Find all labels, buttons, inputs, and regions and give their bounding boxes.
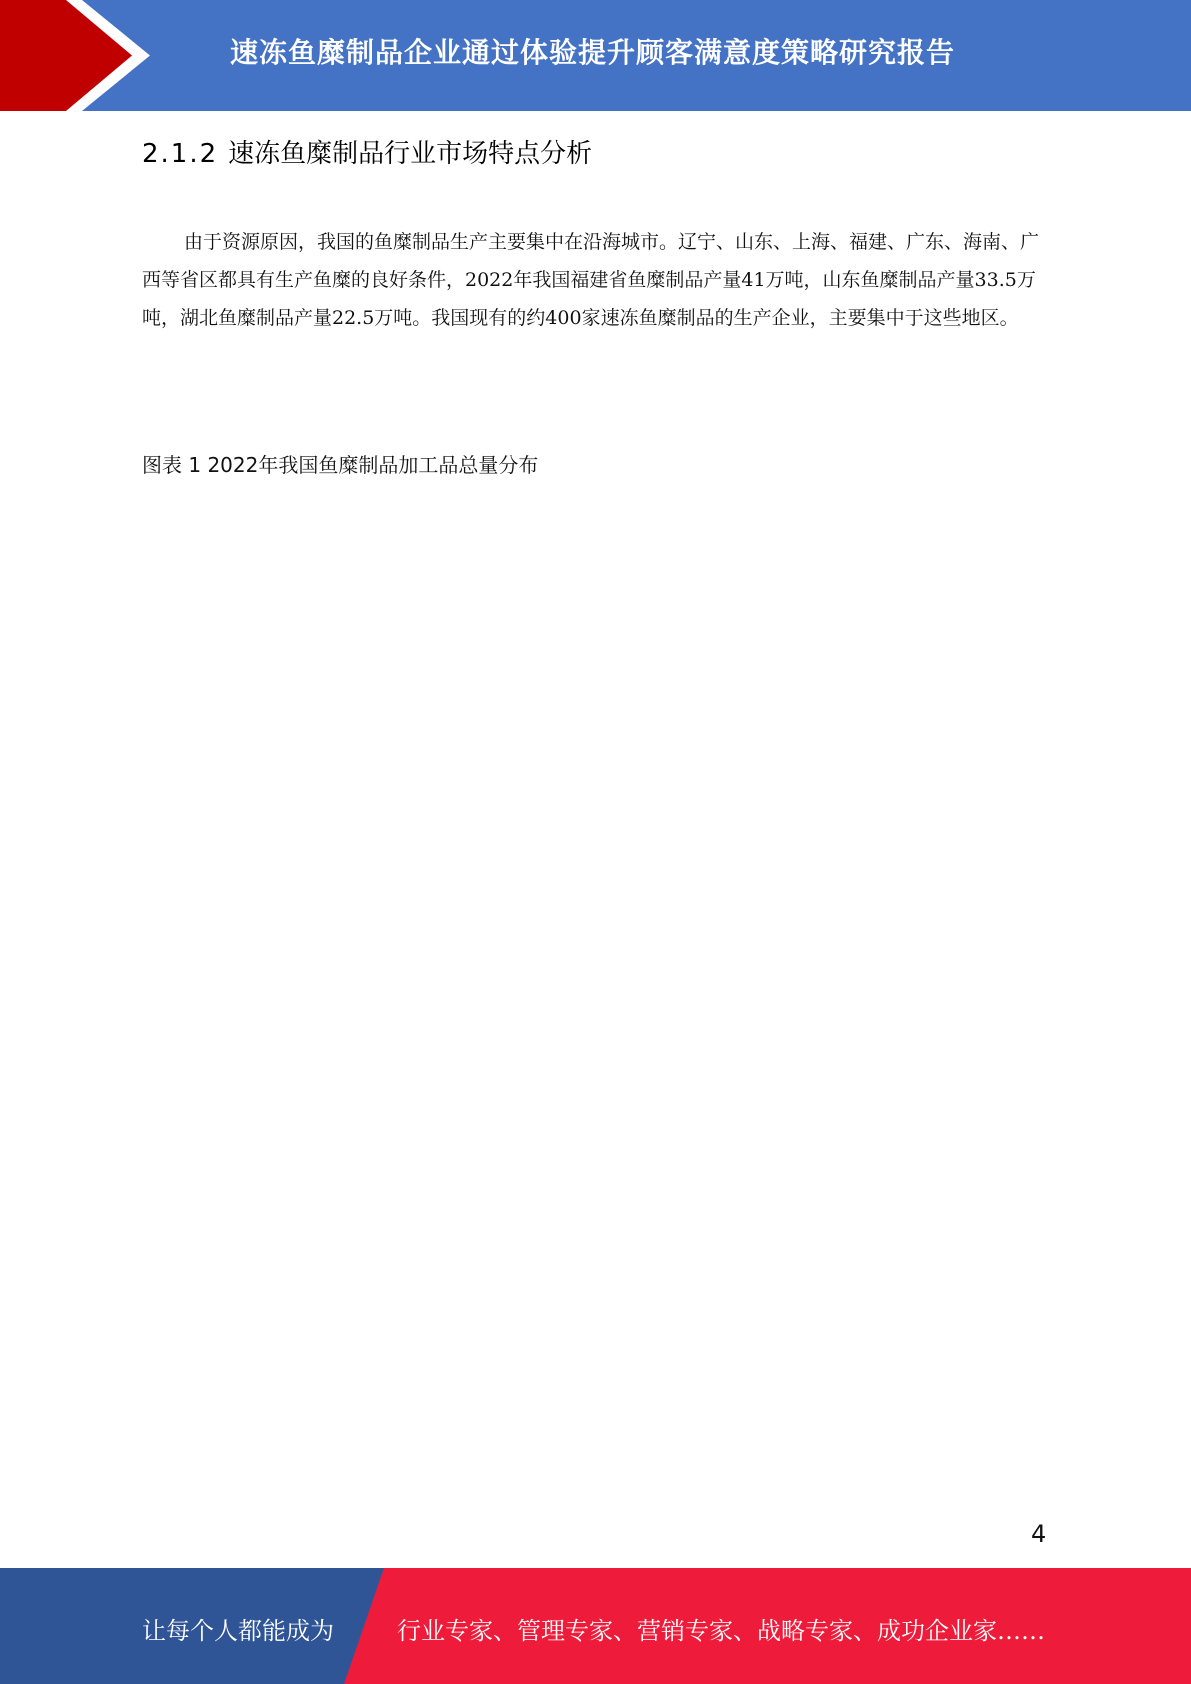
figure-caption: 图表 1 2022年我国鱼糜制品加工品总量分布 — [142, 453, 539, 477]
section-heading — [142, 133, 592, 170]
body-paragraph: 由于资源原因，我国的鱼糜制品生产主要集中在沿海城市。辽宁、山东、上海、福建、广东、海南、广西等省区都具有生产鱼糜的良好条件，2022年我国福建省鱼糜制品产量41万吨，山东鱼糜制品产量33.5万吨，湖北鱼糜制品产量22.5万吨。我国现有的约400家速冻鱼糜制品的生产企业，主要集中于这些地区。 — [142, 231, 1040, 329]
header-chevron-decoration — [0, 0, 150, 111]
footer-banner — [0, 1568, 1191, 1684]
footer-slogan-right: 行业专家、管理专家、营销专家、战略专家、成功企业家…… — [397, 1617, 1045, 1645]
header-banner — [0, 0, 1191, 111]
section-title: 速冻鱼糜制品行业市场特点分析 — [228, 139, 593, 169]
page-number: 4 — [1031, 1520, 1047, 1548]
document-title: 速冻鱼糜制品企业通过体验提升顾客满意度策略研究报告 — [230, 36, 956, 69]
section-number: 2.1.2 — [142, 139, 219, 169]
footer-slogan-left: 让每个人都能成为 — [142, 1617, 334, 1645]
